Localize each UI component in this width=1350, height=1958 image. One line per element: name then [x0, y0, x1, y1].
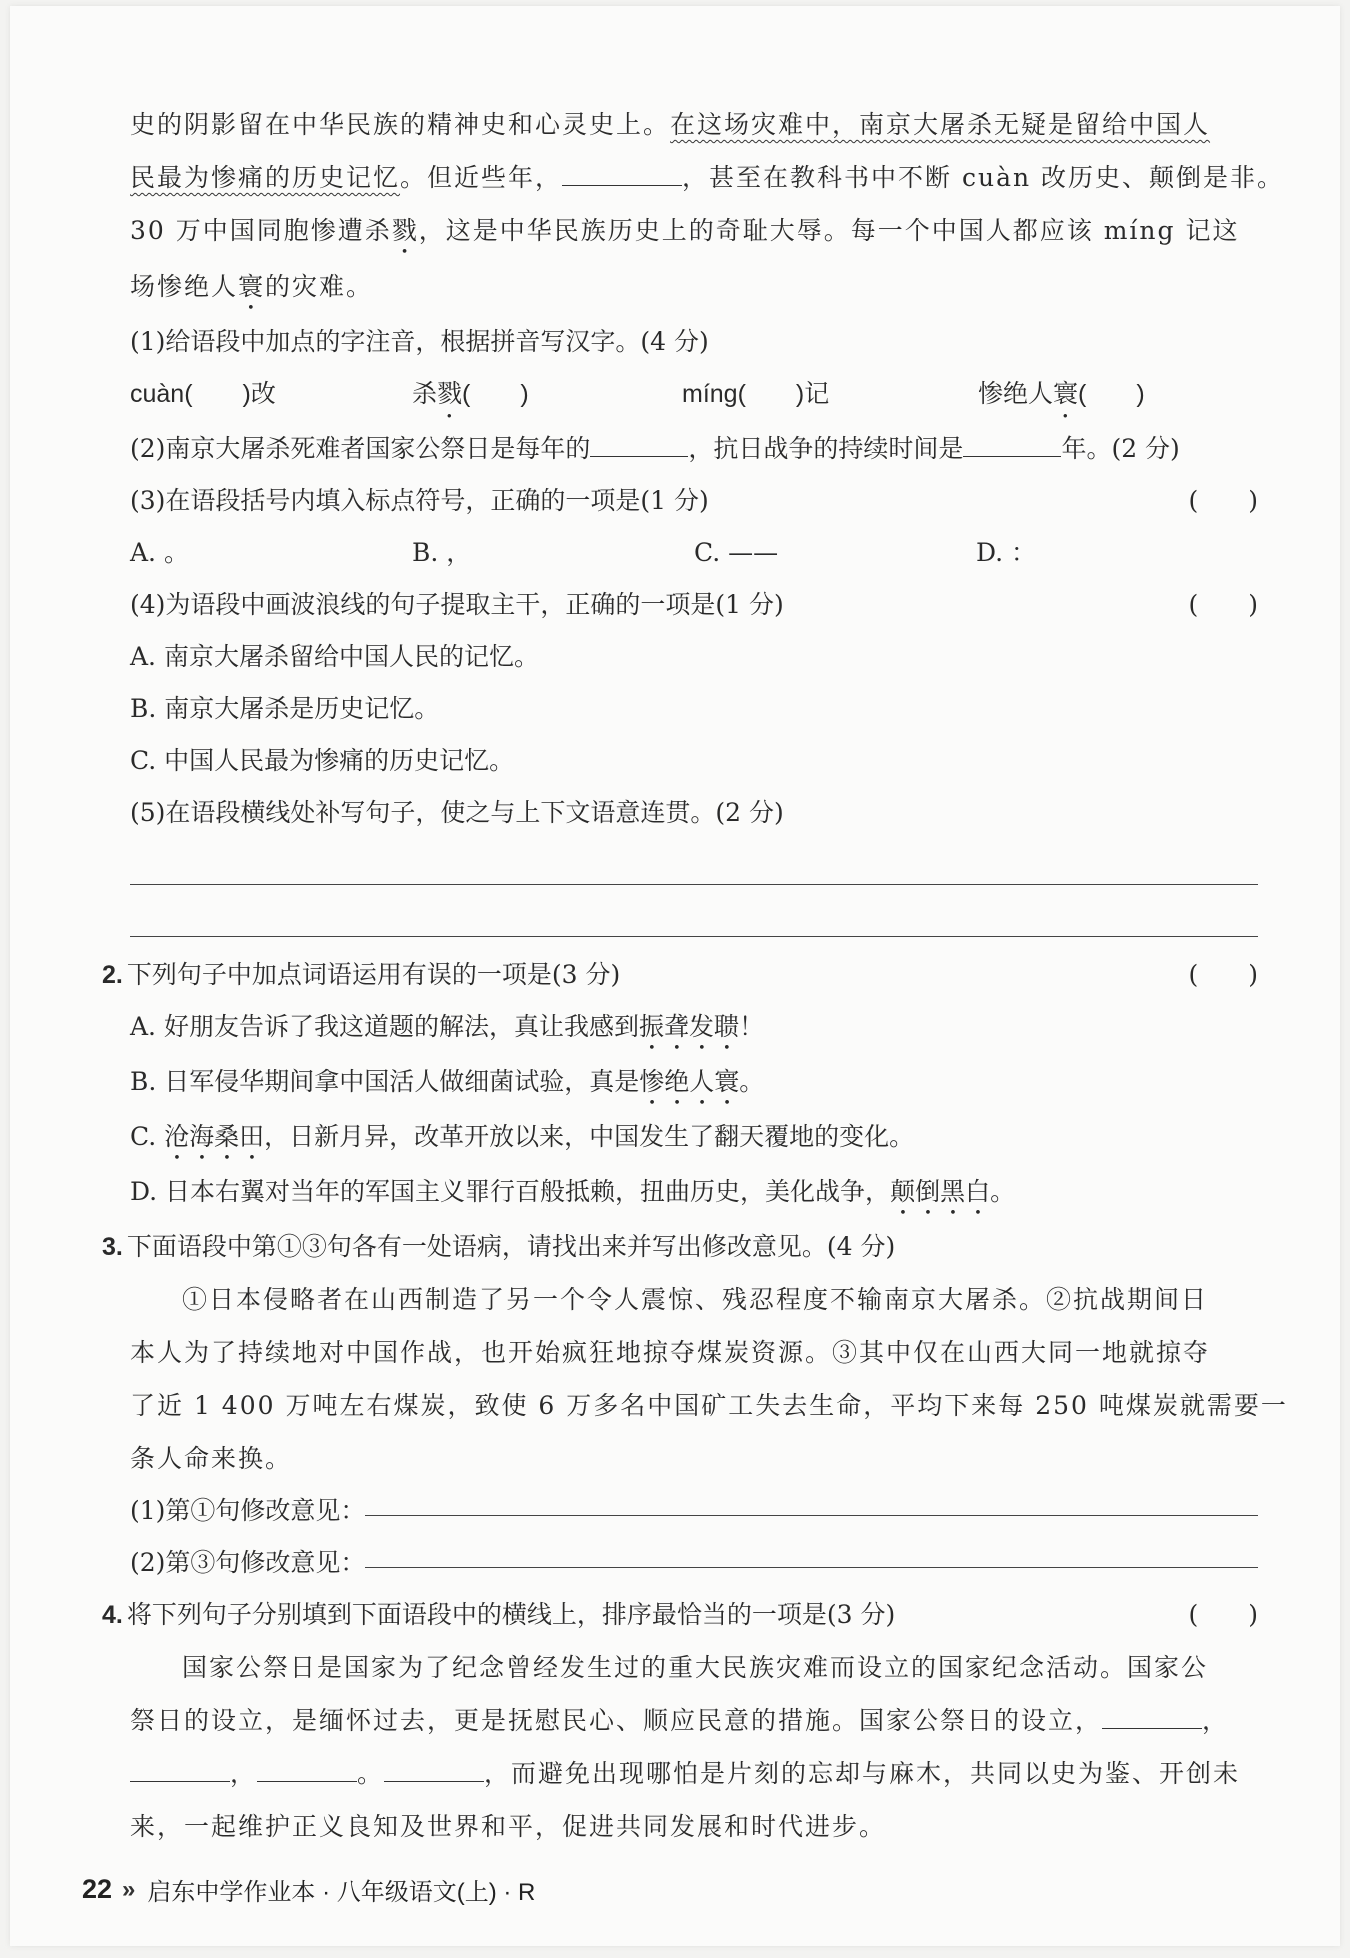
page-footer [82, 1872, 535, 1907]
dotted-char: 戮 [391, 216, 419, 245]
pinyin-fill-lu[interactable] [412, 368, 682, 423]
dotted-char: 寰 [1053, 380, 1079, 408]
option-c[interactable]: C. 中国人民最为惨痛的历史记忆。 [130, 746, 515, 775]
option-text: D. 日本右翼对当年的军国主义罪行百般抵赖，扭曲历史，美化战争， [130, 1177, 891, 1206]
q1-sub2-text: (2)南京大屠杀死难者国家公祭日是每年的 [130, 434, 591, 463]
wavy-sentence: 在这场灾难中，南京大屠杀无疑是留给中国人 [670, 110, 1211, 139]
passage-line [130, 151, 1285, 204]
answer-paren[interactable]: ( ) [1188, 1600, 1258, 1629]
wavy-sentence: 民最为惨痛的历史记忆 [130, 163, 401, 192]
option-text: 。 [990, 1177, 1016, 1206]
q1-sub2 [130, 423, 1258, 475]
passage-line [130, 1747, 1258, 1800]
option-a[interactable] [130, 1001, 1258, 1056]
passage-line: ①日本侵略者在山西制造了另一个令人震惊、残忍程度不输南京大屠杀。②抗战期间日 [182, 1285, 1209, 1314]
dotted-word: 惨绝人寰 [639, 1067, 740, 1096]
fill-text: 惨绝人 [978, 380, 1054, 408]
option-text: ！ [738, 1012, 764, 1041]
option-a[interactable]: A. 南京大屠杀留给中国人民的记忆。 [130, 642, 539, 671]
answer-line[interactable] [365, 1485, 1258, 1516]
passage-line: 本人为了持续地对中国作战，也开始疯狂地掠夺煤炭资源。③其中仅在山西大同一地就掠夺 [130, 1338, 1211, 1367]
passage-text: ， [230, 1759, 258, 1788]
q1-sub3-options [130, 527, 1258, 579]
q4-stem [102, 1589, 1258, 1641]
years-blank[interactable] [963, 434, 1061, 457]
fill-text: 杀 [412, 380, 438, 408]
passage-text: 。 [357, 1759, 385, 1788]
passage-line [130, 1694, 1258, 1747]
option-text: A. 好朋友告诉了我这道题的解法，真让我感到 [130, 1012, 639, 1041]
q1-sub3-text: (3)在语段括号内填入标点符号，正确的一项是(1 分) [130, 486, 709, 515]
passage-text: ，这是中华民族历史上的奇耻大辱。每一个中国人都应该 míng 记这 [418, 216, 1240, 245]
option-d[interactable] [130, 1166, 1258, 1221]
q1-sub1-fills [130, 368, 1258, 423]
answer-paren[interactable]: ( ) [1188, 960, 1258, 989]
option-c[interactable] [130, 1111, 1258, 1166]
page-content [102, 98, 1288, 1853]
pinyin-fill-ming[interactable]: míng( )记 [682, 380, 830, 408]
passage-text: ， [1202, 1706, 1230, 1735]
fill-paren: ( ) [462, 380, 529, 408]
passage-line [130, 260, 1258, 316]
page-number: 22 [82, 1874, 113, 1904]
passage-text: 场惨绝人 [130, 272, 239, 301]
dotted-char: 寰 [238, 272, 266, 301]
pinyin-fill-huan[interactable] [978, 380, 1145, 408]
worksheet-page [10, 6, 1340, 1946]
passage-line: 了近 1 400 万吨左右煤炭，致使 6 万多名中国矿工失去生命，平均下来每 250 吨煤炭就需要一 [130, 1391, 1288, 1420]
passage-line [130, 204, 1258, 260]
spacer [130, 937, 1258, 949]
spacer [130, 839, 1258, 883]
passage-line: 来，一起维护正义良知及世界和平，促进共同发展和时代进步。 [130, 1812, 887, 1841]
question-stem: 下列句子中加点词语运用有误的一项是(3 分) [126, 960, 621, 989]
passage-text: 史的阴影留在中华民族的精神史和心灵史上。 [130, 110, 671, 139]
passage-text: 30 万中国同胞惨遭杀 [130, 216, 392, 245]
question-stem: 下面语段中第①③句各有一处语病，请找出来并写出修改意见。(4 分) [126, 1232, 896, 1261]
spacer [130, 885, 1258, 935]
q3-answer-1 [130, 1485, 1258, 1537]
dotted-word: 振聋发聩 [638, 1012, 739, 1041]
passage-blank[interactable] [562, 163, 682, 186]
passage-text: 的灾难。 [265, 272, 374, 301]
date-blank[interactable] [590, 434, 688, 457]
option-b[interactable]: B. ， [412, 538, 472, 567]
dotted-word: 颠倒黑白 [890, 1177, 991, 1206]
option-b[interactable] [130, 1056, 1258, 1111]
passage-blank[interactable] [1102, 1706, 1202, 1729]
passage-q1 [130, 98, 1285, 316]
option-text: 。 [739, 1067, 765, 1096]
answer-label: (1)第①句修改意见： [130, 1496, 366, 1525]
q1-sub2-text: 年。(2 分) [1061, 434, 1180, 463]
question-number: 4. [102, 1601, 123, 1629]
double-chevron-icon: » [122, 1875, 136, 1903]
q1-sub4 [130, 579, 1258, 631]
q3-answer-2 [130, 1537, 1258, 1589]
dotted-word: 沧海桑田 [164, 1122, 265, 1151]
question-number: 2. [102, 961, 123, 989]
passage-line: 条人命来换。 [130, 1444, 293, 1473]
answer-label: (2)第③句修改意见： [130, 1548, 366, 1577]
option-d[interactable]: D. ： [976, 538, 1037, 567]
passage-line [130, 98, 1258, 151]
q1-sub3 [130, 475, 1258, 527]
q3-passage [130, 1273, 1288, 1485]
passage-text: 祭日的设立，是缅怀过去，更是抚慰民心、顺应民意的措施。国家公祭日的设立， [130, 1706, 1103, 1735]
passage-blank[interactable] [130, 1759, 230, 1782]
answer-paren[interactable]: ( ) [1188, 590, 1258, 619]
passage-line: 国家公祭日是国家为了纪念曾经发生过的重大民族灾难而设立的国家纪念活动。国家公 [182, 1653, 1209, 1682]
option-text: ，日新月异，改革开放以来，中国发生了翻天覆地的变化。 [264, 1122, 915, 1151]
q4-passage [130, 1641, 1258, 1853]
book-title: 启东中学作业本 · 八年级语文(上) · R [147, 1879, 536, 1906]
q1-sub2-text: ，抗日战争的持续时间是 [688, 434, 964, 463]
q3-stem [102, 1221, 1258, 1273]
option-b[interactable]: B. 南京大屠杀是历史记忆。 [130, 694, 440, 723]
pinyin-fill-cuan[interactable]: cuàn( )改 [130, 380, 276, 408]
option-c[interactable]: C. —— [694, 538, 779, 567]
question-stem: 将下列句子分别填到下面语段中的横线上，排序最恰当的一项是(3 分) [126, 1600, 896, 1629]
dotted-char: 戮 [437, 380, 463, 408]
q1-sub4-text: (4)为语段中画波浪线的句子提取主干，正确的一项是(1 分) [130, 590, 784, 619]
passage-text: ，而避免出现哪怕是片刻的忘却与麻木，共同以史为鉴、开创未 [484, 1759, 1241, 1788]
answer-line[interactable] [365, 1537, 1258, 1568]
passage-blank[interactable] [257, 1759, 357, 1782]
passage-blank[interactable] [384, 1759, 484, 1782]
q1-sub1: (1)给语段中加点的字注音，根据拼音写汉字。(4 分) [130, 327, 709, 356]
passage-text: ，甚至在教科书中不断 cuàn 改历史、颠倒是非。 [682, 163, 1285, 192]
option-text: C. [130, 1122, 165, 1151]
option-a[interactable]: A. 。 [130, 538, 189, 567]
answer-paren[interactable]: ( ) [1188, 486, 1258, 515]
fill-paren: ( ) [1078, 380, 1145, 408]
question-number: 3. [102, 1233, 123, 1261]
passage-text: 。但近些年， [400, 163, 563, 192]
q2-stem [102, 949, 1258, 1001]
q1-sub5: (5)在语段横线处补写句子，使之与上下文语意连贯。(2 分) [130, 798, 784, 827]
option-text: B. 日军侵华期间拿中国活人做细菌试验，真是 [130, 1067, 640, 1096]
